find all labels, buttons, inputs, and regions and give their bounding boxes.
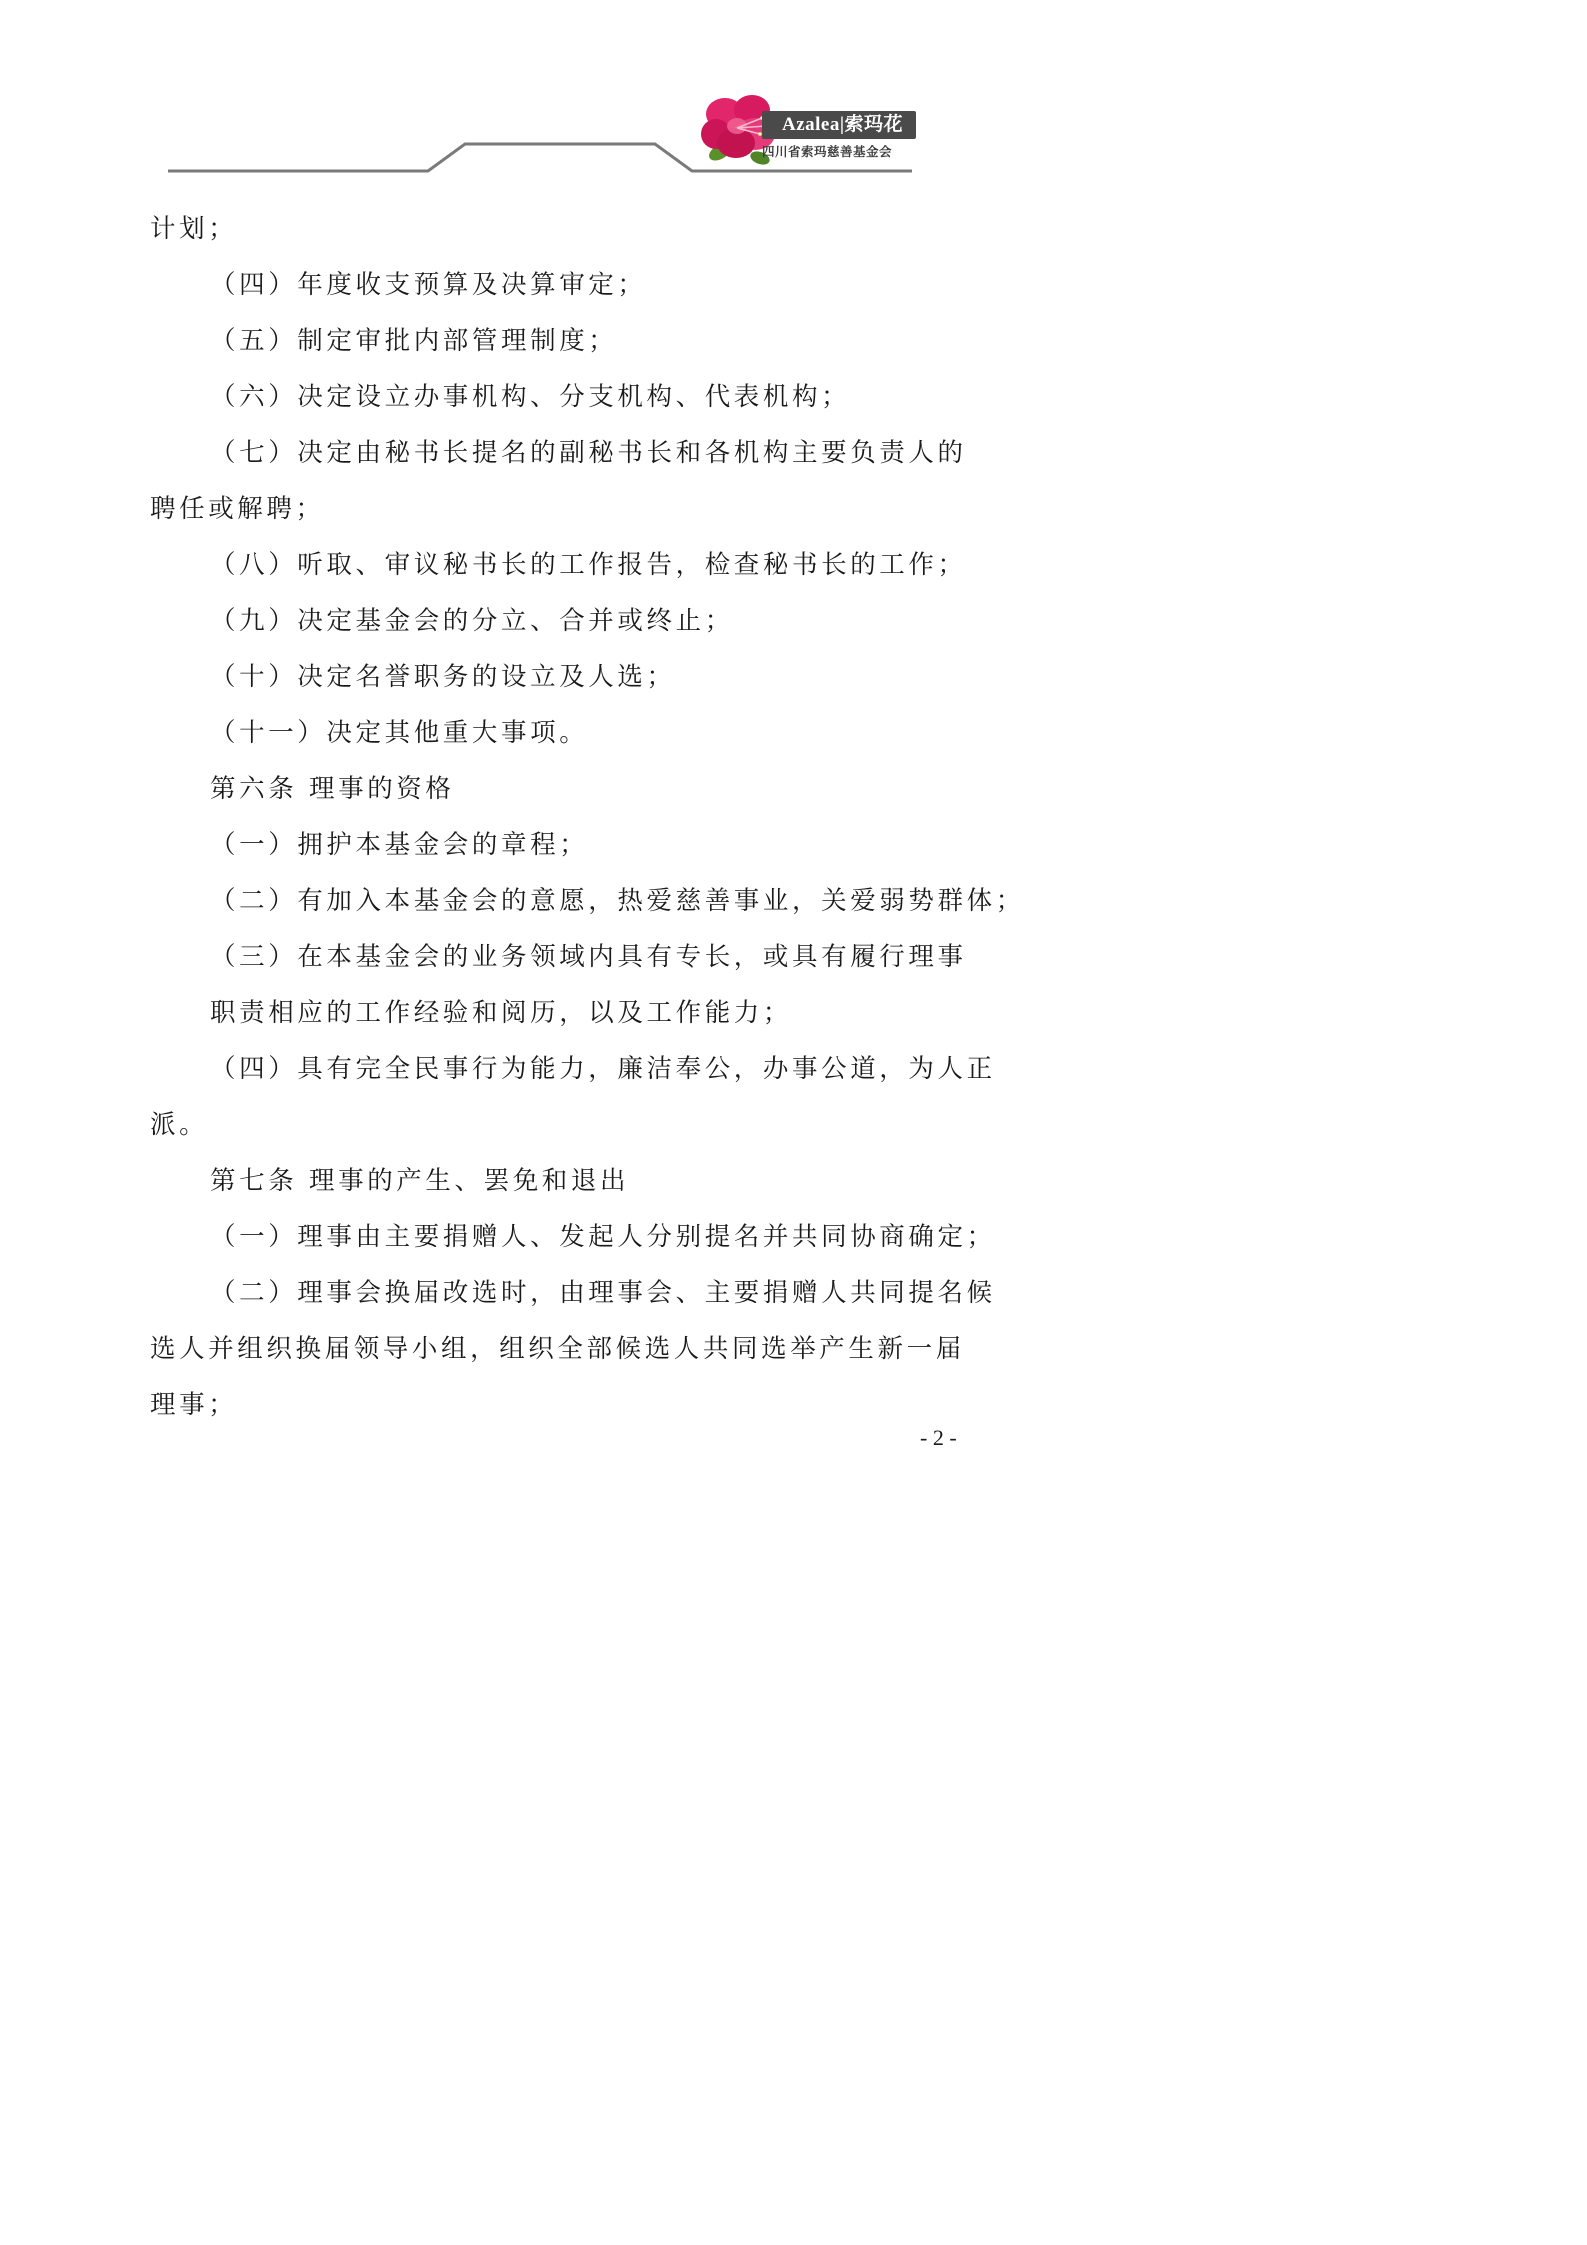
article-heading: 第七条 理事的产生、罢免和退出 bbox=[210, 1166, 630, 1196]
foundation-logo bbox=[700, 88, 922, 172]
text-line: 选人并组织换届领导小组，组织全部候选人共同选举产生新一届 bbox=[150, 1334, 965, 1364]
text-line: 理事； bbox=[150, 1390, 238, 1420]
text-line: 派。 bbox=[150, 1110, 209, 1140]
text-line: （十）决定名誉职务的设立及人选； bbox=[210, 662, 676, 692]
text-line: 聘任或解聘； bbox=[150, 494, 325, 524]
logo-subtitle: 四川省索玛慈善基金会 bbox=[762, 144, 893, 159]
text-line: （四）年度收支预算及决算审定； bbox=[210, 270, 647, 300]
page-number: - 2 - bbox=[920, 1425, 957, 1450]
text-line: （一）拥护本基金会的章程； bbox=[210, 830, 589, 860]
text-line: （二）理事会换届改选时，由理事会、主要捐赠人共同提名候 bbox=[210, 1278, 996, 1308]
text-line: （六）决定设立办事机构、分支机构、代表机构； bbox=[210, 382, 851, 412]
logo-wordmark: Azalea|索玛花 bbox=[782, 114, 904, 135]
text-line: 职责相应的工作经验和阅历，以及工作能力； bbox=[210, 998, 793, 1028]
text-line: （八）听取、审议秘书长的工作报告，检查秘书长的工作； bbox=[210, 550, 967, 580]
text-line: （五）制定审批内部管理制度； bbox=[210, 326, 618, 356]
text-line: （三）在本基金会的业务领域内具有专长，或具有履行理事 bbox=[210, 942, 967, 972]
header-rule bbox=[0, 0, 1106, 190]
text-line: （一）理事由主要捐赠人、发起人分别提名并共同协商确定； bbox=[210, 1222, 996, 1252]
text-line: （九）决定基金会的分立、合并或终止； bbox=[210, 606, 734, 636]
article-heading: 第六条 理事的资格 bbox=[210, 774, 455, 804]
text-line: （七）决定由秘书长提名的副秘书长和各机构主要负责人的 bbox=[210, 438, 967, 468]
text-line: （四）具有完全民事行为能力，廉洁奉公，办事公道，为人正 bbox=[210, 1054, 996, 1084]
text-line: （十一）决定其他重大事项。 bbox=[210, 718, 589, 748]
text-line: （二）有加入本基金会的意愿，热爱慈善事业，关爱弱势群体； bbox=[210, 886, 1025, 916]
text-line: 计划； bbox=[150, 214, 238, 244]
